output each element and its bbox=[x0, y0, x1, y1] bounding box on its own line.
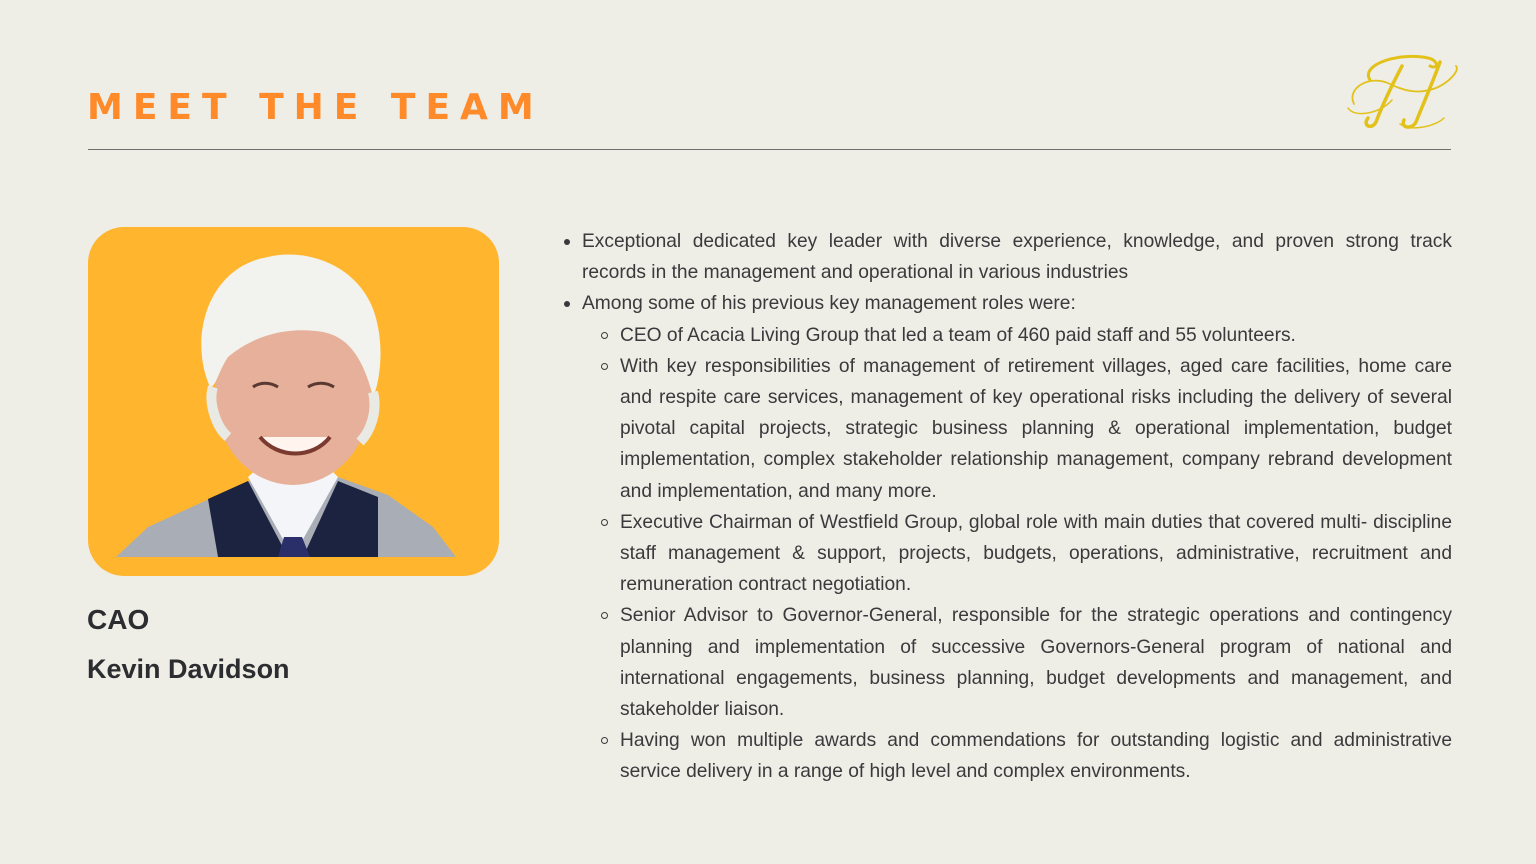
member-role: CAO bbox=[87, 604, 150, 635]
monogram-logo-icon bbox=[1340, 44, 1466, 134]
bio-bullet-text: Exceptional dedicated key leader with diverse experience, knowledge, and proven strong track records in the management and operational in various industries bbox=[582, 231, 1452, 284]
bio-section bbox=[560, 226, 1452, 788]
member-name: Kevin Davidson bbox=[87, 654, 290, 684]
role-item bbox=[582, 320, 1452, 351]
bio-bullet bbox=[560, 288, 1452, 787]
role-item-text: CEO of Acacia Living Group that led a team of 460 paid staff and 55 volunteers. bbox=[620, 324, 1296, 346]
role-item-text: With key responsibilities of management of retirement villages, aged care facilities, home care and respite care services, management of key operational risks including the delivery of several pivotal capital projects, strategic business planning & operational implementation, budget implementation, complex stakeholder relationship management, company rebrand development and implementation, and many more. bbox=[620, 355, 1452, 502]
role-item-text: Having won multiple awards and commendations for outstanding logistic and administrative service delivery in a range of high level and complex environments. bbox=[620, 730, 1452, 783]
bio-bullet bbox=[560, 226, 1452, 288]
previous-roles-list bbox=[582, 320, 1452, 788]
page-title: MEET THE TEAM bbox=[87, 87, 544, 128]
role-item bbox=[582, 725, 1452, 787]
role-item-text: Senior Advisor to Governor-General, responsible for the strategic operations and contingency planning and implementation of successive Governors-General program of national and international engagements, business planning, budget developments and management, and stakeholder liaison. bbox=[620, 605, 1452, 721]
role-item bbox=[582, 507, 1452, 601]
portrait-photo-icon bbox=[88, 227, 499, 576]
role-item bbox=[582, 600, 1452, 725]
role-item-text: Executive Chairman of Westfield Group, global role with main duties that covered multi- discipline staff management & support, projects, budgets, operations, administrative, recruitment and remuneration contract negotiation. bbox=[620, 511, 1452, 596]
role-item bbox=[582, 351, 1452, 507]
header-divider bbox=[88, 149, 1451, 150]
profile-photo bbox=[88, 227, 499, 576]
bio-bullet-text: Among some of his previous key management roles were: bbox=[582, 293, 1076, 315]
